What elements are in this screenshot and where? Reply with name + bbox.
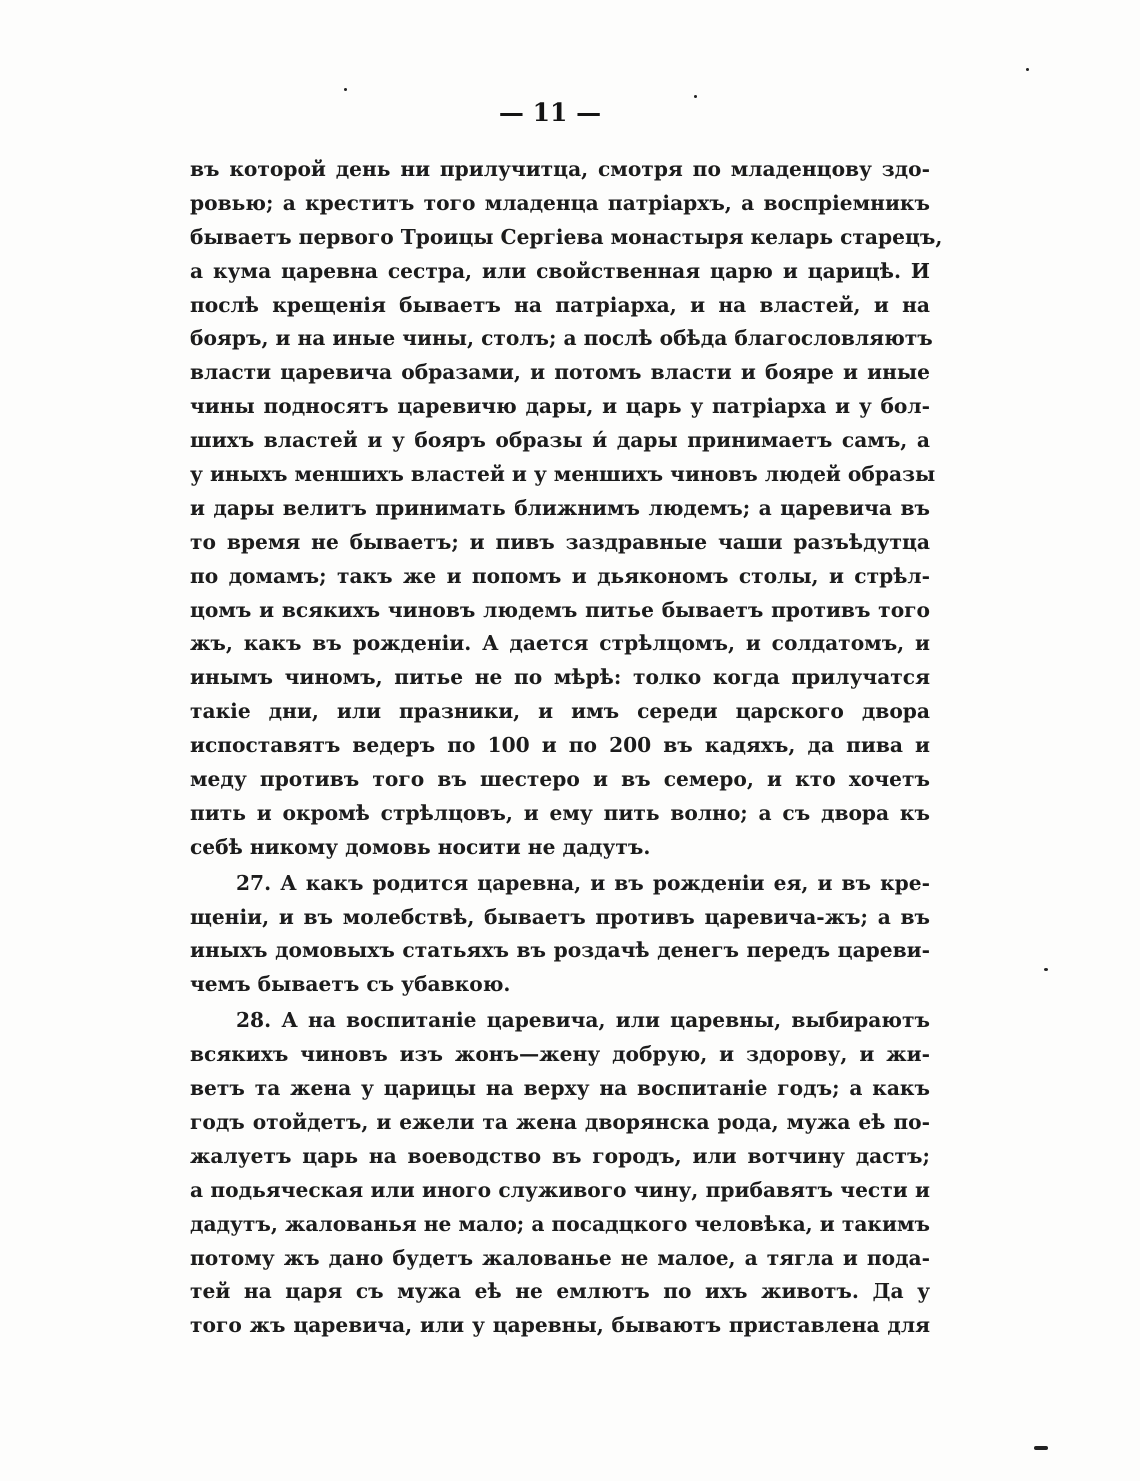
text-line: того жъ царевича, или у царевны, бываютъ приставлена для [190,1313,930,1338]
text-line: шихъ властей и у бояръ образы и́ дары принимаетъ самъ, а [190,428,930,453]
text-line: меду противъ того въ шестеро и въ семеро, и кто хочетъ [190,767,930,792]
text-line: а подьяческая или иного служивого чину, прибавятъ чести и [190,1177,930,1202]
text-line: иныхъ домовыхъ статьяхъ въ роздачѣ денегъ передъ цареви- [190,938,930,963]
paragraph-end-line: себѣ никому домовь носити не дадутъ. [190,834,651,859]
text-line: и дары велитъ принимать ближнимъ людемъ; а царевича въ [190,495,930,520]
text-line: власти царевича образами, и потомъ власти и бояре и иные [190,360,930,385]
page-number: — 11 — [498,98,602,127]
text-line: цомъ и всякихъ чиновъ людемъ питье бываетъ противъ того [190,597,930,622]
paragraph-end-line: чемъ бываетъ съ убавкою. [190,972,511,997]
text-line: тей на царя съ мужа еѣ не емлютъ по ихъ животъ. Да у [190,1279,930,1304]
text-line: такiе дни, или празники, и имъ середи царского двора [190,699,930,724]
scan-speck [1026,68,1029,71]
scan-speck [344,88,347,91]
text-line: чины подносятъ царевичю дары, и царь у патрiарха и у бол- [190,394,930,419]
scan-speck [1034,1446,1048,1450]
text-line: ровью; а креститъ того младенца патрiархъ, а воспрiемникъ [190,190,930,215]
text-line: бояръ, и на иные чины, столъ; а послѣ обѣда благословляютъ [190,326,933,351]
text-line: жъ, какъ въ рожденiи. А дается стрѣлцомъ, и солдатомъ, и [190,631,930,656]
text-line: а кума царевна сестра, или свойственная царю и царицѣ. И [190,258,930,283]
text-line: потому жъ дано будетъ жалованье не малое, а тягла и пода- [190,1245,930,1270]
text-line: инымъ чиномъ, питье не по мѣрѣ: толко когда прилучатся [190,665,930,690]
body-text [190,153,943,1343]
text-line: то время не бываетъ; и пивъ заздравные чаши разъѣдутца [190,529,930,554]
text-line: испоставятъ ведеръ по 100 и по 200 въ кадяхъ, да пива и [190,733,930,758]
text-line: дадутъ, жалованья не мало; а посадцкого человѣка, и такимъ [190,1211,930,1236]
text-line: послѣ крещенiя бываетъ на патрiарха, и на властей, и на [190,292,930,317]
text-line: жалуетъ царь на воеводство въ городъ, или вотчину дастъ; [190,1143,930,1168]
text-line: въ которой день ни прилучитца, смотря по младенцову здо- [190,157,930,181]
text-line: по домамъ; такъ же и попомъ и дьякономъ столы, и стрѣл- [190,563,930,588]
scan-speck [694,95,697,98]
text-line: щенiи, и въ молебствѣ, бываетъ противъ царевича-жъ; а въ [190,904,930,929]
text-line: у иныхъ меншихъ властей и у меншихъ чиновъ людей образы [190,462,936,487]
paragraph-28-start: 28. А на воспитанiе царевича, или царевны, выбираютъ [236,1008,930,1033]
text-line: ветъ та жена у царицы на верху на воспитанiе годъ; а какъ [190,1076,930,1101]
text-line: всякихъ чиновъ изъ жонъ—жену добрую, и здорову, и жи- [190,1042,930,1067]
paragraph-27-start: 27. А какъ родится царевна, и въ рожденiи ея, и въ кре- [236,870,930,895]
scan-speck [1044,968,1048,971]
text-line: бываетъ первого Троицы Сергiева монастыря келарь старецъ, [190,224,943,249]
text-line: пить и окромѣ стрѣлцовъ, и ему пить волно; а съ двора къ [190,800,930,825]
text-line: годъ отойдетъ, и ежели та жена дворянска рода, мужа еѣ по- [190,1109,930,1134]
